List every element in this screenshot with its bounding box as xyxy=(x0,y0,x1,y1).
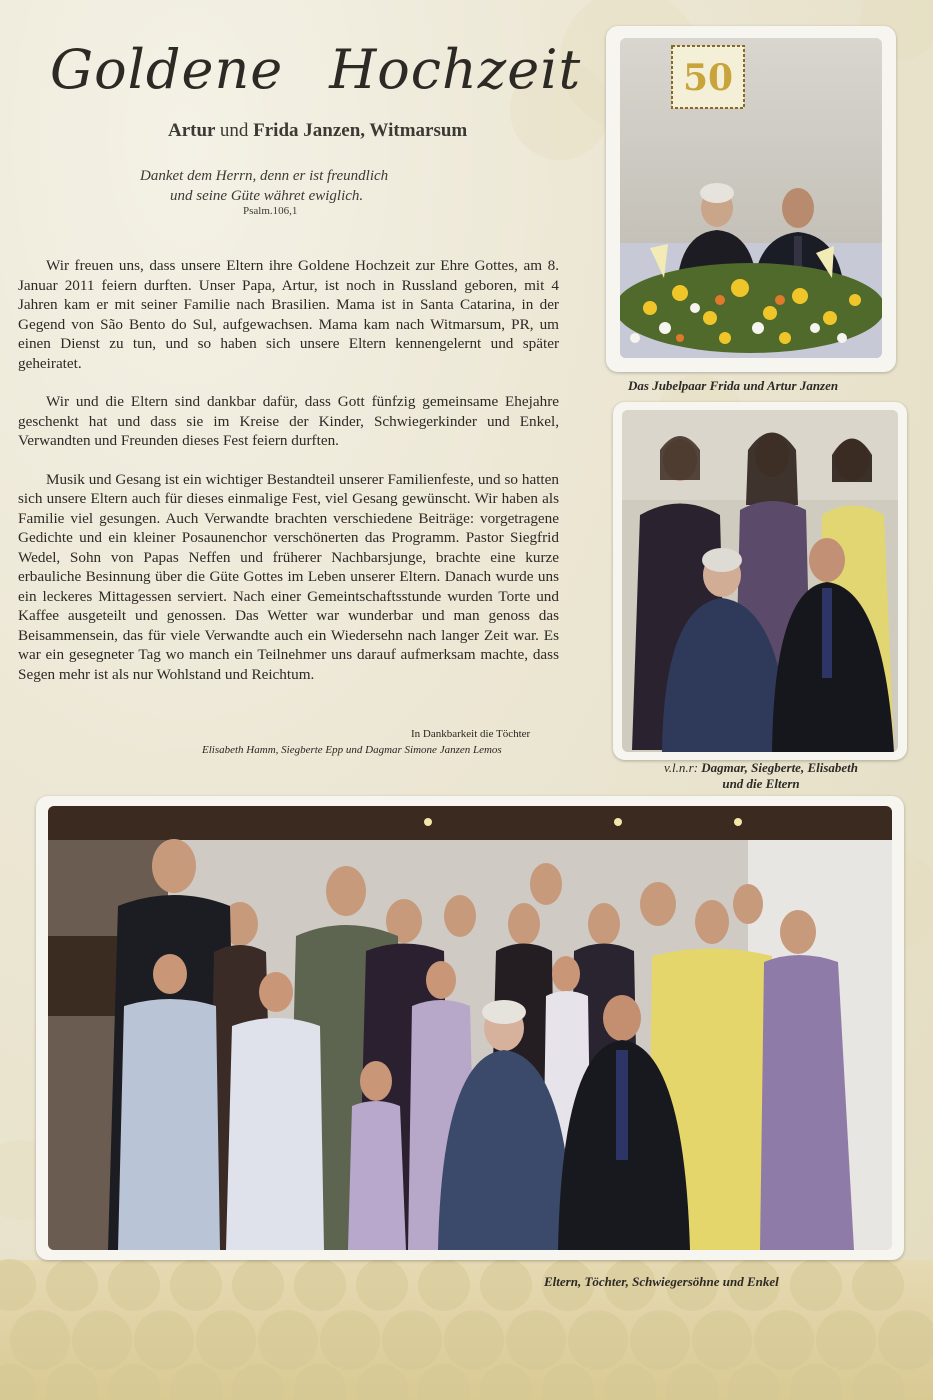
decor-circle xyxy=(754,1310,814,1370)
couple-photo xyxy=(620,38,882,358)
decor-circle xyxy=(108,1259,160,1311)
photo-frame-family xyxy=(36,796,904,1260)
article-body xyxy=(18,256,559,703)
paragraph-2: Wir und die Eltern sind dankbar dafür, dass Gott fünfzig gemeinsame Ehejahre geschenkt hat und dass sie im Kreise der Kinder, Schwiegerkinder und Enkel, Verwandten und Freunden dieses Fest feiern durften. xyxy=(18,393,559,449)
page-title xyxy=(50,38,582,101)
decor-circle xyxy=(196,1310,256,1370)
husband-name: Artur xyxy=(168,120,216,141)
decor-circle xyxy=(692,1310,752,1370)
decor-circle xyxy=(46,1259,98,1311)
decor-circle xyxy=(630,1310,690,1370)
title-word-2: Hochzeit xyxy=(329,38,582,101)
decor-circle xyxy=(506,1310,566,1370)
caption-daughters xyxy=(636,760,886,792)
paragraph-3: Musik und Gesang ist ein wichtiger Bestandteil unserer Familienfeste, und so hatten sich unsere Eltern auch für dieses einmalige Fest, viel Gesang gewünscht. Wir haben als Familie viel gesungen. Auch Verwandte brachten verschiedene Beiträge: vorgetragene Gedichte und ein kleiner Posaunenchor verschönerten das Programm. Pastor Siegfrid Wedel, Sohn von Papas Neffen und früherer Nachbarsjunge, brachte eine kurze erbauliche Besinnung über die Güte Gottes im Leben unserer Eltern. Danach wurde uns ein leckeres Mittagessen serviert. Nach einer Gemeintschaftsstunde wurden Torte und Kaffee ausgeteilt und genossen. Das Wetter war wunderbar und man genoss das Beisammensein, das für viele Verwandte auch ein Wiedersehn nach langer Zeit war. Es war ein gesegneter Tag wo manch ein Teilnehmer uns darauf aufmerksam machte, dass Segen mehr ist als nur Wohlstand und Reichtum. xyxy=(18,470,559,683)
decor-circle xyxy=(232,1259,284,1311)
verse-line-2: und seine Güte währet ewiglich. xyxy=(170,188,364,204)
and-word: und xyxy=(219,120,249,141)
photo-frame-daughters xyxy=(613,402,907,760)
signature-line-2: Elisabeth Hamm, Siegberte Epp und Dagmar Simone Janzen Lemos xyxy=(202,744,502,756)
title-word-1: Goldene xyxy=(50,38,284,101)
paragraph-1: Wir freuen uns, dass unsere Eltern ihre Goldene Hochzeit zur Ehre Gottes, am 8. Januar 2011 feiern durften. Unser Papa, Artur, ist noch in Russland geboren, mit 4 Jahren kam er mit seiner Familie nach Brasilien. Mama ist in Santa Catarina, in der Gegend von São Bento do Sul, aufgewachsen. Mama kam nach Witmarsum, PR, um einen Dienst zu tun, und so haben sich unsere Eltern kennengelernt und später geheiratet. xyxy=(18,257,559,372)
decor-circle xyxy=(294,1259,346,1311)
decor-circle xyxy=(418,1259,470,1311)
decor-circle xyxy=(480,1259,532,1311)
decor-circle xyxy=(790,1259,842,1311)
caption-names: Dagmar, Siegberte, Elisabeth xyxy=(701,760,859,775)
family-photo xyxy=(48,806,892,1250)
verse-reference: Psalm.106,1 xyxy=(243,205,298,217)
decor-circle xyxy=(568,1310,628,1370)
signature-line-1: In Dankbarkeit die Töchter xyxy=(411,728,531,740)
wife-name-place: Frida Janzen, Witmarsum xyxy=(253,120,468,141)
decor-circle xyxy=(170,1259,222,1311)
caption-family: Eltern, Töchter, Schwiegersöhne und Enkel xyxy=(544,1274,779,1289)
decor-circle xyxy=(72,1310,132,1370)
photo-frame-couple xyxy=(606,26,896,372)
decor-circle xyxy=(356,1259,408,1311)
decor-circle xyxy=(10,1310,70,1370)
decor-circle xyxy=(134,1310,194,1370)
decor-circle xyxy=(852,1259,904,1311)
decor-circle xyxy=(444,1310,504,1370)
daughters-photo xyxy=(622,410,898,752)
bible-verse xyxy=(140,166,460,206)
verse-line-1: Danket dem Herrn, denn er ist freundlich xyxy=(140,168,389,184)
decor-circle xyxy=(258,1310,318,1370)
couple-names xyxy=(168,120,467,142)
decor-circle xyxy=(382,1310,442,1370)
fifty-sign: 50 xyxy=(682,57,734,99)
decor-circle xyxy=(320,1310,380,1370)
caption-line-2: und die Eltern xyxy=(722,776,800,791)
decor-circle xyxy=(816,1310,876,1370)
caption-couple: Das Jubelpaar Frida und Artur Janzen xyxy=(628,378,839,393)
decor-circle xyxy=(878,1310,933,1370)
caption-prefix: v.l.n.r: xyxy=(663,760,699,775)
